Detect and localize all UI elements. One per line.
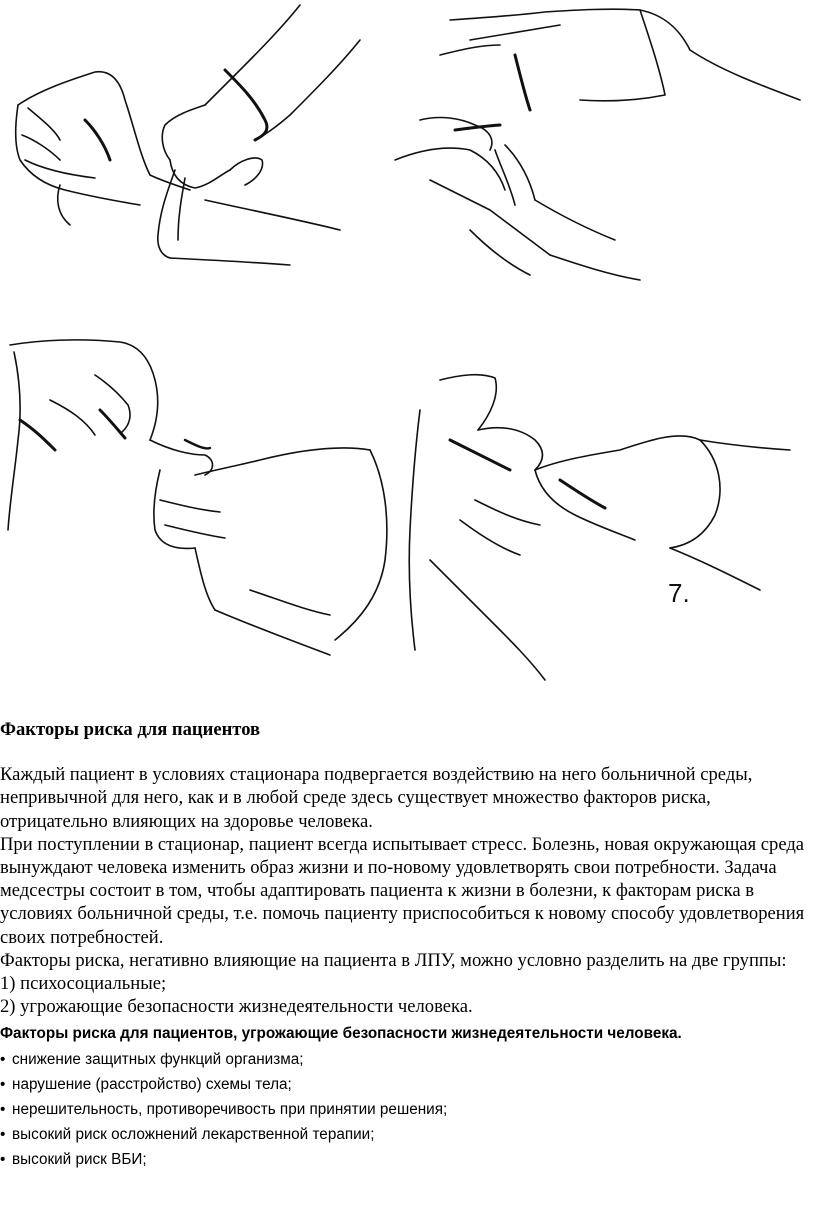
list-item [0, 1097, 816, 1122]
bullet-icon: • [0, 1101, 6, 1119]
drawing-panel-3 [8, 340, 387, 655]
figure-number: 7. [668, 578, 690, 608]
list-item-safety-threats: 2) угрожающие безопасности жизнедеятельности человека. [0, 996, 473, 1018]
drawing-panel-2 [395, 9, 800, 280]
paragraph: Факторы риска, негативно влияющие на пациента в ЛПУ, можно условно разделить на две группы: [0, 949, 787, 971]
paragraph: При поступлении в стационар, пациент всегда испытывает стресс. Болезнь, новая окружающая среда вынуждают человека изменить образ жизни и по-новому удовлетворять свои потребности. Задача медсестры состоит в том, чтобы адаптировать пациента к жизни в болезни, к факторам риска в условиях больничной среды, т.е. помочь пациенту приспособиться к новому способу удовлетворения своих потребностей. [0, 833, 805, 948]
bullet-icon: • [0, 1126, 6, 1144]
list-item [0, 1047, 816, 1072]
bullet-icon: • [0, 1076, 6, 1094]
list-item [0, 1072, 816, 1097]
risk-factor-list [0, 1047, 816, 1172]
bullet-icon: • [0, 1051, 6, 1069]
section-heading: Факторы риска для пациентов [0, 719, 261, 740]
list-item-text: снижение защитных функций организма; [12, 1051, 304, 1069]
list-item-text: высокий риск ВБИ; [12, 1151, 147, 1169]
list-item [0, 1122, 816, 1147]
drawing-panel-1 [16, 5, 360, 265]
bullet-icon: • [0, 1151, 6, 1169]
list-item-text: высокий риск осложнений лекарственной терапии; [12, 1126, 375, 1144]
list-item [0, 1147, 816, 1172]
list-item-text: нарушение (расстройство) схемы тела; [12, 1076, 292, 1094]
paragraph: Каждый пациент в условиях стационара подвергается воздействию на него больничной среды, непривычной для него, как и в любой среде здесь существует множество факторов риска, отрицательно влияющих на здоровье человека. [0, 764, 753, 832]
drawing-panel-4 [409, 375, 790, 680]
list-item-text: нерешительность, противоречивость при принятии решения; [12, 1101, 448, 1119]
sub-heading: Факторы риска для пациентов, угрожающие безопасности жизнедеятельности человека. [0, 1025, 682, 1043]
list-item-psychosocial: 1) психосоциальные; [0, 973, 167, 995]
document-body [0, 718, 816, 1172]
